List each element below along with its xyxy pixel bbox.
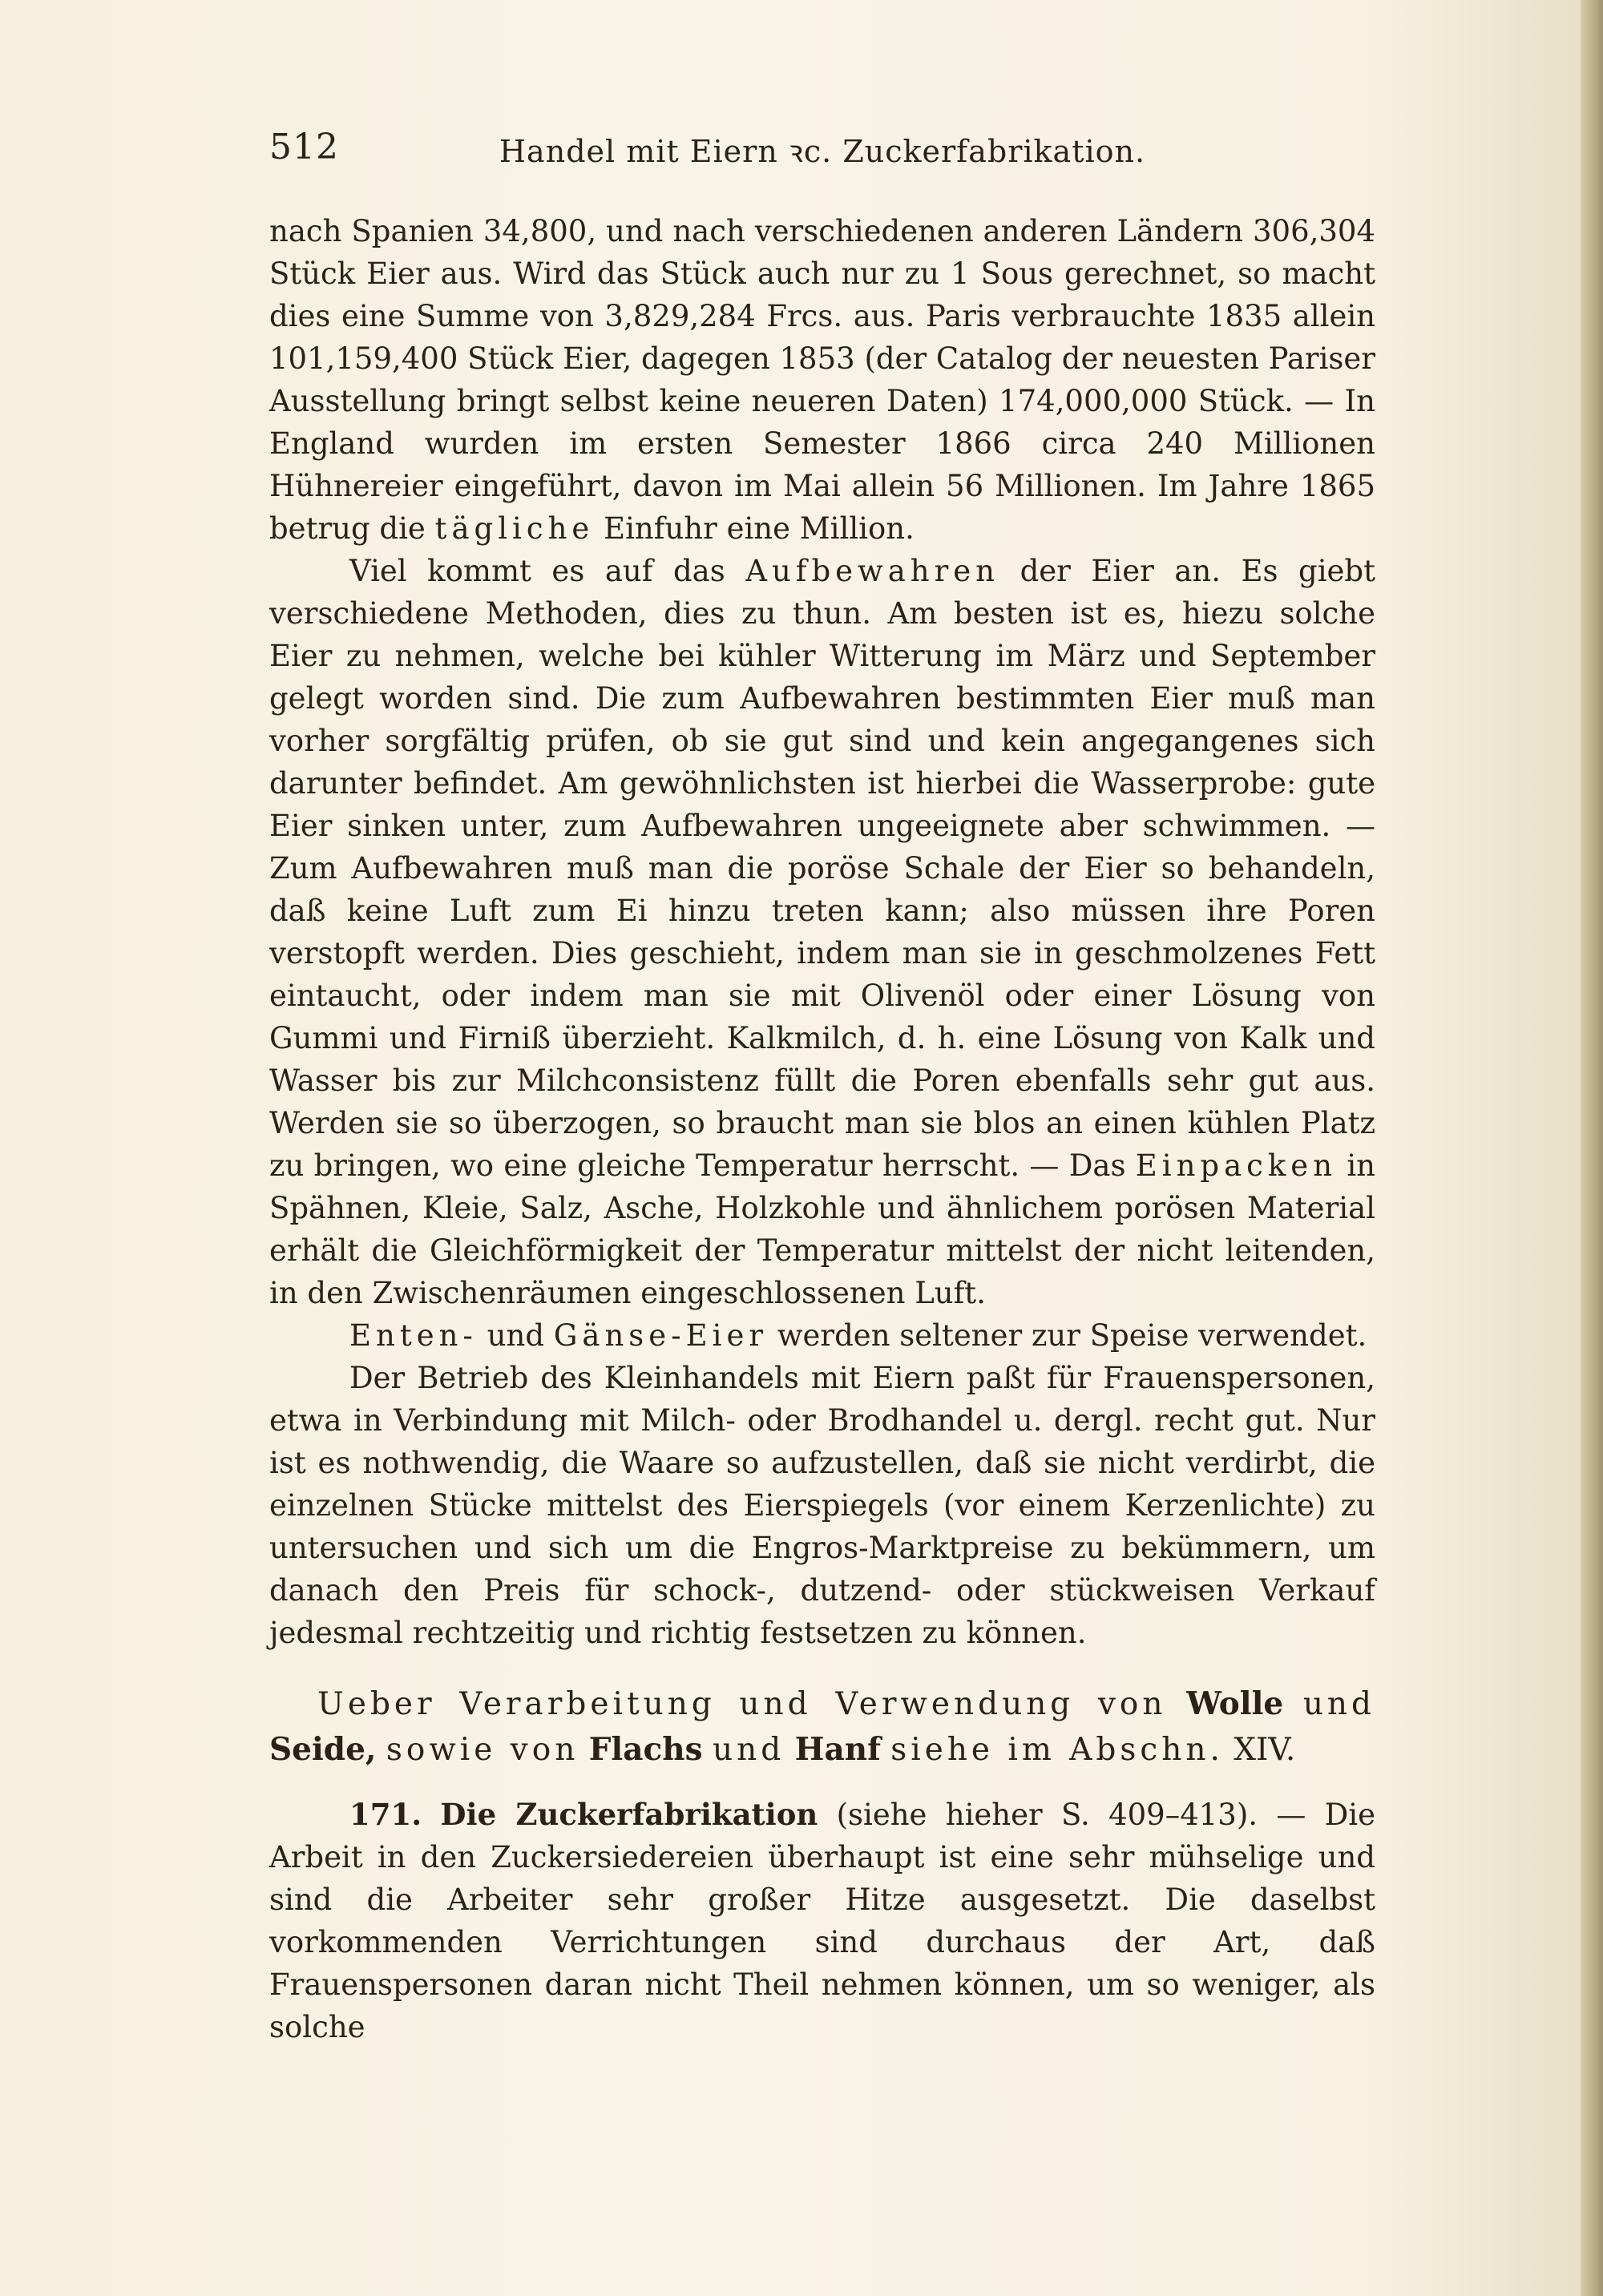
page-body [269, 210, 1375, 2048]
paragraph-2-end: in Spähnen, Kleie, Salz, Asche, Holzkohle und ähnlichem porösen Material erhält die Gleichförmigkeit der Temperatur mittelst der nicht leitenden, in den Zwischenräumen eingeschlossenen Luft. [269, 1148, 1376, 1310]
paragraph-2-text: der Eier an. Es giebt verschiedene Methoden, dies zu thun. Am besten ist es, hiezu solche Eier zu nehmen, welche bei kühler Witterung im März und September gelegt worden sind. Die zum Aufbewahren bestimmten Eier muß man vorher sorgfältig prüfen, ob sie gut sind und kein angegangenes sich darunter befindet. Am gewöhnlichsten ist hierbei die Wasserprobe: gute Eier sinken unter, zum Aufbewahren ungeeignete aber schwimmen. — Zum Aufbewahren muß man die poröse Schale der Eier so behandeln, daß keine Luft zum Ei hinzu treten kann; also müssen ihre Poren verstopft werden. Dies geschieht, indem man sie in geschmolzenes Fett eintaucht, oder indem man sie mit Olivenöl oder einer Lösung von Gummi und Firniß überzieht. Kalkmilch, d. h. eine Lösung von Kalk und Wasser bis zur Milchconsistenz füllt die Poren ebenfalls sehr gut aus. Werden sie so überzogen, so braucht man sie blos an einen kühlen Platz zu bringen, wo eine gleiche Temperatur herrscht. — Das [269, 554, 1375, 1183]
page-header [269, 127, 1375, 175]
note-term: Flachs [588, 1731, 703, 1768]
emphasis-word: tägliche [434, 511, 595, 546]
section-171 [269, 1794, 1375, 2048]
emphasis-word: Einpacken [1135, 1148, 1338, 1183]
note-text: Ueber Verarbeitung und Verwendung von [317, 1686, 1167, 1722]
note-text: siehe im Abschn. [890, 1732, 1224, 1768]
book-gutter [1581, 0, 1603, 2296]
emphasis-word: Gänse-Eier [553, 1318, 769, 1353]
section-text: (siehe hieher S. 409–413). — Die Arbeit in den Zuckersiedereien überhaupt ist eine sehr mühselige und sind die Arbeiter sehr großer Hitze ausgesetzt. Die daselbst vorkommenden Verrichtungen sind durchaus der Art, daß Frauenspersonen daran nicht Theil nehmen können, um so weniger, als solche [269, 1798, 1375, 2044]
paragraph-3 [269, 1314, 1375, 1357]
paragraph-1 [269, 210, 1375, 550]
page-number: 512 [269, 127, 339, 167]
emphasis-word: Enten- [349, 1318, 478, 1353]
cross-reference-note [269, 1681, 1375, 1773]
note-term: Wolle [1186, 1685, 1284, 1722]
note-text: und [712, 1732, 785, 1768]
paragraph-4: Der Betrieb des Kleinhandels mit Eiern paßt für Frauenspersonen, etwa in Verbindung mit Milch- oder Brodhandel u. dergl. recht gut. Nur ist es nothwendig, die Waare so aufzustellen, daß sie nicht verdirbt, die einzelnen Stücke mittelst des Eierspiegels (vor einem Kerzenlichte) zu untersuchen und sich um die Engros-Marktpreise zu bekümmern, um danach den Preis für schock-, dutzend- oder stückweisen Verkauf jedesmal rechtzeitig und richtig festsetzen zu können. [269, 1361, 1375, 1650]
spacer [269, 1773, 1375, 1794]
emphasis-word: Aufbewahren [745, 554, 1000, 588]
paragraph-3-word: und [487, 1318, 545, 1353]
paragraph-2-start: Viel kommt es auf das [349, 554, 725, 588]
running-head: Handel mit Eiern ꝛc. Zuckerfabrikation. [499, 134, 1146, 169]
paragraph-1-text: nach Spanien 34,800, und nach verschiedenen anderen Ländern 306,304 Stück Eier aus. Wird das Stück auch nur zu 1 Sous gerechnet, so macht dies eine Summe von 3,829,284 Frcs. aus. Paris verbrauchte 1835 allein 101,159,400 Stück Eier, dagegen 1853 (der Catalog der neuesten Pariser Ausstellung bringt selbst keine neueren Daten) 174,000,000 Stück. — In England wurden im ersten Semester 1866 circa 240 Millionen Hühnereier eingeführt, davon im Mai allein 56 Millionen. Im Jahre 1865 betrug die [269, 214, 1375, 546]
section-number: 171. [349, 1797, 422, 1832]
note-term: Seide, [269, 1731, 377, 1768]
paragraph-2 [269, 550, 1375, 1314]
paragraph-3-text: werden seltener zur Speise verwendet. [777, 1318, 1367, 1353]
section-title: Die Zuckerfabrikation [440, 1797, 818, 1832]
spacer [269, 1654, 1375, 1681]
note-term: Hanf [794, 1731, 881, 1768]
note-text: und [1302, 1686, 1376, 1722]
paragraph-1-end: Einfuhr eine Million. [604, 511, 915, 546]
note-text: sowie von [386, 1732, 579, 1768]
note-reference: XIV. [1234, 1732, 1296, 1768]
